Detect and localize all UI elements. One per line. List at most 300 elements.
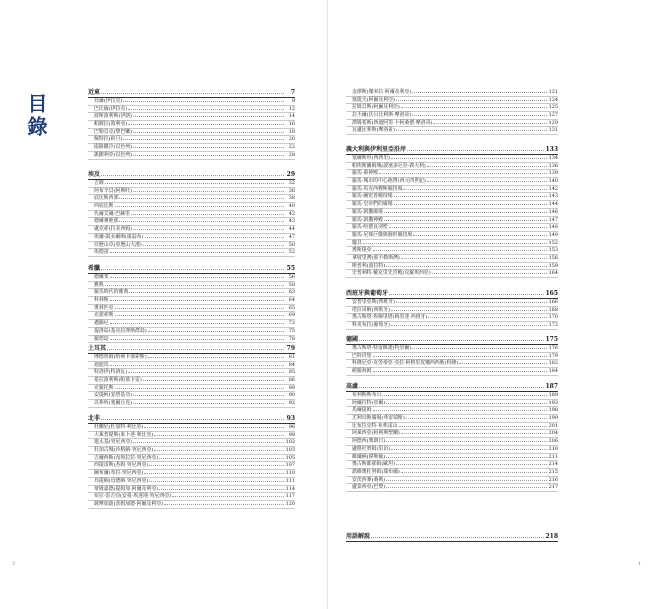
toc-entry-text: 以弗所(塞爾丘克)	[94, 400, 133, 407]
toc-entry-page: 81	[288, 354, 295, 360]
toc-entry-page: 211	[548, 453, 558, 460]
toc-entry-text: 安提阿(安塔基亞)	[94, 392, 133, 399]
section-heading-page: 7	[290, 89, 295, 96]
toc-entry-page: 38	[288, 195, 295, 202]
toc-entry	[88, 328, 295, 336]
dot-leader	[154, 435, 284, 436]
dot-leader	[149, 481, 284, 482]
toc-entry-text: 塔拉哥納(西班牙)	[352, 306, 391, 313]
dot-leader	[391, 325, 547, 326]
toc-entry-page: 156	[548, 254, 558, 261]
toc-entry-text: 安普里亞斯(西班牙)	[352, 299, 395, 305]
dot-leader	[128, 372, 284, 373]
dot-leader	[148, 357, 284, 358]
toc-entry	[346, 469, 558, 477]
toc-entry-page: 125	[548, 104, 558, 111]
toc-entry-page: 159	[548, 262, 558, 269]
dot-leader	[396, 100, 547, 101]
toc-entry	[346, 415, 558, 423]
section-heading-text: 北非	[88, 415, 101, 422]
toc-section	[346, 383, 558, 492]
toc-entry	[88, 203, 295, 211]
toc-entry-text: 吉薩	[94, 180, 104, 186]
toc-entry-text: 阿爾拉特(亞爾)	[352, 399, 386, 406]
toc-entry-text: 拉姆貝斯(阿爾及利亞)	[352, 104, 400, 111]
section-heading-text: 土耳其	[88, 345, 107, 352]
toc-entry-page: 216	[548, 476, 558, 483]
toc-entry-page: 78	[288, 335, 295, 342]
dot-leader	[133, 442, 284, 443]
dot-leader	[386, 457, 547, 458]
toc-entry	[88, 478, 295, 486]
toc-entry-text: 波斯波利斯(伊朗)	[94, 113, 133, 120]
toc-entry	[346, 270, 558, 278]
section-heading-page: 29	[286, 171, 295, 178]
toc-section	[88, 345, 295, 408]
toc-entry-page: 217	[548, 484, 558, 491]
toc-entry-page: 144	[548, 201, 558, 208]
dot-leader	[396, 464, 547, 465]
toc-entry-page: 143	[548, 193, 558, 200]
toc-entry-page: 102	[285, 439, 295, 446]
toc-entry-page: 14	[288, 113, 295, 120]
toc-entry	[88, 249, 295, 257]
toc-entry-text: 阿德西(奧朗日)	[352, 438, 386, 445]
dot-leader	[110, 365, 284, 366]
dot-leader	[363, 243, 547, 244]
dot-leader	[459, 363, 547, 364]
toc-entry	[346, 224, 558, 232]
toc-entry	[346, 299, 558, 307]
toc-entry-page: 20	[288, 136, 295, 143]
section-heading-page: 55	[286, 265, 295, 272]
toc-entry-page: 89	[288, 384, 295, 391]
toc-entry-text: 羅馬·凱撒廣場	[352, 208, 383, 215]
toc-entry-text: 蒂姆嘉德(提姆加·阿爾及利亞)	[94, 485, 159, 492]
toc-entry-text: 拉丕爾(沃呂比利斯·摩洛哥)	[352, 112, 412, 119]
toc-entry-text: 凱撒利亞(以色列)	[94, 151, 133, 158]
toc-entry-page: 105	[285, 454, 295, 461]
section-heading-page: 187	[545, 383, 558, 390]
dot-leader	[131, 214, 284, 215]
toc-entry	[346, 155, 558, 163]
toc-entry-page: 98	[288, 431, 295, 438]
toc-entry-text: 比布拉克特·布弗雷山	[352, 422, 398, 429]
toc-entry	[346, 360, 558, 368]
dot-leader	[391, 310, 547, 311]
toc-entry	[88, 369, 295, 377]
toc-entry-text: 帕薩拉(敘利亞)	[94, 121, 128, 128]
toc-entry	[88, 320, 295, 328]
toc-entry-text: 羅馬·哈德良別墅	[352, 224, 388, 231]
toc-entry-text: 巴比倫(伊拉克)	[94, 105, 128, 112]
toc-entry-text: 西底比斯	[94, 203, 114, 210]
toc-entry-text: 羅德島	[94, 335, 109, 342]
dot-leader	[133, 155, 284, 156]
toc-entry-page: 204	[548, 430, 558, 437]
toc-entry-text: 西提雷斯(杰姆·突尼西亞)	[94, 462, 149, 469]
section-heading-text: 希臘	[88, 265, 101, 272]
toc-entry-text: 杜蘭尼(杜加特·利比亞)	[94, 424, 144, 430]
dot-leader	[101, 269, 284, 270]
dot-leader	[123, 139, 284, 140]
toc-entry-text: 杜加古城(沙格納·突尼西亞)	[94, 447, 154, 454]
toc-entry-text: 薩摩加迪(茨姆加德·阿爾及利亞)	[94, 500, 163, 507]
toc-entry-page: 110	[285, 470, 295, 477]
dot-leader	[133, 191, 284, 192]
toc-entry-text: 羅馬·皇帝們的廣場	[352, 201, 393, 208]
toc-entry-text: 羅馬時代的雅典	[94, 289, 129, 296]
toc-entry-page: 52	[288, 249, 295, 256]
toc-entry	[88, 226, 295, 234]
toc-entry	[346, 127, 558, 135]
toc-entry-text: 羅馬·馬克西穆斯競技場	[352, 185, 403, 192]
dot-leader	[433, 123, 547, 124]
toc-section	[346, 89, 558, 135]
contents-title: 目錄	[24, 93, 48, 139]
dot-leader	[129, 292, 284, 293]
toc-entry-page: 9	[291, 98, 295, 104]
toc-entry-text: 佩特拉(約旦)	[94, 136, 123, 143]
toc-entry-page: 69	[288, 312, 295, 319]
toc-entry-page: 164	[548, 270, 558, 277]
toc-entry	[88, 439, 295, 447]
toc-entry	[88, 274, 295, 282]
dot-leader	[407, 150, 544, 151]
toc-entry-text: 阿布辛貝(阿斯旺)	[94, 187, 133, 194]
toc-entry-text: 阿萊西亞(阿利斯聖蘭)	[352, 430, 400, 437]
right-page-number: 1	[638, 562, 641, 567]
dot-leader	[101, 175, 284, 176]
toc-entry	[88, 501, 295, 509]
toc-entry	[88, 377, 295, 385]
toc-entry	[88, 424, 295, 432]
toc-entry-page: 50	[288, 241, 295, 248]
section-heading	[346, 383, 558, 392]
toc-entry	[88, 242, 295, 250]
toc-entry-text: 科林斯	[94, 297, 109, 304]
toc-entry	[346, 178, 558, 186]
dot-leader	[373, 410, 547, 411]
toc-entry	[346, 314, 558, 322]
toc-entry-page: 139	[548, 170, 558, 177]
toc-section	[88, 415, 295, 509]
toc-entry-page: 36	[288, 187, 295, 194]
toc-entry-page: 28	[288, 151, 295, 158]
toc-entry	[346, 170, 558, 178]
toc-entry-text: 巴特洪堡	[352, 352, 372, 359]
toc-entry	[346, 430, 558, 438]
toc-entry-page: 124	[548, 96, 558, 103]
toc-entry-text: 耶路撒冷(以色列)	[94, 144, 133, 151]
toc-entry	[346, 461, 558, 469]
toc-entry-page: 84	[288, 361, 295, 368]
toc-entry-text: 奧古斯都那姆(歐坦)	[352, 461, 395, 468]
dot-leader	[115, 315, 284, 316]
toc-entry	[346, 232, 558, 240]
toc-entry-text: 拿坡里灣(那不勒斯灣)	[352, 254, 400, 261]
dot-leader	[145, 237, 285, 238]
toc-entry	[88, 312, 295, 320]
toc-entry-text: 亞歷山卓(亞歷山大港)	[94, 241, 142, 248]
section-heading-page: 218	[545, 533, 558, 540]
toc-entry-text: 斯普利(波拉特)	[352, 262, 386, 269]
dot-leader	[379, 173, 547, 174]
toc-entry-page: 121	[548, 89, 558, 95]
toc-entry	[88, 180, 295, 188]
toc-entry-page: 32	[288, 180, 295, 186]
toc-entry-text: 迪迪馬	[94, 361, 109, 368]
toc-entry-text: 埃爾-凱美爾斯(康翁布)	[94, 233, 144, 240]
dot-leader	[384, 220, 547, 221]
dot-leader	[144, 473, 284, 474]
toc-entry	[88, 305, 295, 313]
section-heading	[346, 146, 558, 155]
toc-entry-page: 153	[548, 247, 558, 254]
toc-entry-page: 72	[288, 320, 295, 327]
toc-entry-text: 德爾麥地那	[94, 218, 119, 225]
toc-entry-text: 科英布拉(葡萄牙)	[352, 322, 391, 329]
dot-leader	[406, 418, 547, 419]
section-heading	[88, 345, 295, 354]
toc-entry-page: 86	[288, 377, 295, 384]
dot-leader	[149, 465, 284, 466]
dot-leader	[110, 339, 284, 340]
dot-leader	[144, 427, 284, 428]
dot-leader	[133, 395, 284, 396]
dot-leader	[115, 206, 284, 207]
toc-entry-page: 47	[288, 233, 295, 240]
dot-leader	[110, 252, 284, 253]
dot-leader	[143, 245, 284, 246]
dot-leader	[359, 340, 544, 341]
toc-entry	[346, 247, 558, 255]
toc-entry-page: 142	[548, 185, 558, 192]
toc-entry-text: 塞提夫(阿爾及利亞)	[352, 96, 395, 103]
toc-entry-page: 189	[548, 392, 558, 398]
toc-section	[346, 146, 558, 278]
toc-entry	[88, 211, 295, 219]
dot-leader	[428, 317, 547, 318]
dot-leader	[128, 124, 284, 125]
toc-entry-page: 136	[548, 162, 558, 169]
toc-entry-text: 烏提納(烏德納·突尼西亞)	[94, 477, 149, 484]
dot-leader	[119, 198, 284, 199]
dot-leader	[128, 109, 284, 110]
toc-entry-page: 131	[548, 127, 558, 134]
section-heading-text: 德國	[346, 336, 359, 343]
toc-entry-text: 羅馬·萬神殿	[352, 170, 379, 177]
dot-leader	[412, 115, 547, 116]
toc-entry-text: 布利斯斯布呂	[352, 392, 382, 398]
dot-leader	[386, 266, 547, 267]
right-page	[328, 0, 655, 609]
toc-entry-page: 170	[548, 314, 558, 321]
toc-entry	[346, 209, 558, 217]
toc-entry	[346, 484, 558, 492]
section-heading	[88, 89, 295, 98]
toc-entry-page: 198	[548, 407, 558, 414]
section-heading-page: 79	[286, 345, 295, 352]
toc-entry-text: 史普利特·戴克里先宮殿(克羅埃西亞)	[352, 270, 431, 277]
dot-leader	[386, 480, 547, 481]
toc-entry-text: 圖布爾(布拉·突尼西亞)	[94, 470, 144, 477]
toc-entry-text: 埃德富	[94, 249, 109, 256]
toc-entry-text: 特洛伊(特洛瓦)	[94, 369, 128, 376]
toc-entry-text: 代爾艾爾-巴赫里	[94, 210, 130, 217]
toc-entry-page: 64	[288, 297, 295, 304]
toc-entry	[346, 345, 558, 353]
toc-entry-page: 140	[548, 178, 558, 185]
toc-entry	[346, 255, 558, 263]
dot-leader	[101, 419, 284, 420]
toc-entry-page: 92	[288, 400, 295, 407]
toc-entry-page: 90	[288, 392, 295, 399]
toc-entry-page: 43	[288, 218, 295, 225]
toc-entry-text: 布拉·雷吉亞(安曼·埃達地·突尼西亞)	[94, 493, 171, 500]
dot-leader	[389, 227, 547, 228]
toc-entry-text: 金澤斯(傑米拉·阿爾及利亞)	[352, 89, 412, 95]
toc-entry-text: 奧古斯塔·埃梅里塔(梅里達·西班牙)	[352, 314, 428, 321]
toc-entry-text: 馬爾提姆	[352, 407, 372, 414]
toc-entry	[88, 447, 295, 455]
toc-entry-text: 龐貝	[352, 239, 362, 246]
dot-leader	[164, 504, 284, 505]
toc-entry-text: 科隆尼亞·克勞蒂亞·亞拉·阿格里皮娜西西斯(科隆)	[352, 360, 459, 367]
toc-entry-text: 羅馬·圖密善競技場	[352, 193, 393, 200]
toc-entry	[88, 218, 295, 226]
dot-leader	[413, 235, 547, 236]
toc-entry-text: 盧格杜努姆(里昂)	[352, 445, 391, 452]
toc-entry-text: 盧克索(拉美西姆)	[94, 226, 133, 233]
toc-entry-text: 奧古斯塔·特雷維諾(特里爾)	[352, 345, 412, 351]
toc-entry-text: 澤姆希斯(西迪阿里·卜阿桑德·摩洛哥)	[352, 119, 433, 126]
dot-leader	[110, 323, 284, 324]
toc-entry-page: 168	[548, 306, 558, 313]
dot-leader	[133, 132, 284, 133]
toc-entry	[88, 400, 295, 408]
dot-leader	[105, 183, 284, 184]
toc-entry-page: 16	[288, 121, 295, 128]
toc-entry-page: 182	[548, 360, 558, 367]
toc-entry-page: 22	[288, 144, 295, 151]
dot-leader	[101, 93, 284, 94]
dot-leader	[389, 294, 544, 295]
toc-entry-page: 40	[288, 203, 295, 210]
dot-leader	[148, 331, 284, 332]
toc-entry-page: 176	[548, 345, 558, 351]
toc-entry-page: 206	[548, 438, 558, 445]
toc-entry	[88, 152, 295, 160]
toc-entry	[346, 112, 558, 120]
toc-entry-page: 65	[288, 304, 295, 311]
toc-entry-page: 148	[548, 224, 558, 231]
toc-entry	[88, 470, 295, 478]
toc-entry-text: 烏爾(伊拉克)	[94, 98, 123, 104]
dot-leader	[105, 285, 284, 286]
section-heading-text: 埃及	[88, 171, 101, 178]
toc-entry-text: 盧泰西亞(巴黎)	[352, 484, 386, 491]
section-heading-text: 近東	[88, 89, 101, 96]
toc-entry-page: 210	[548, 445, 558, 452]
dot-leader	[143, 380, 284, 381]
toc-entry-page: 127	[548, 112, 558, 119]
toc-entry-page: 152	[548, 239, 558, 246]
toc-entry-page: 44	[288, 226, 295, 233]
dot-leader	[123, 101, 284, 102]
toc-entry	[346, 438, 558, 446]
toc-entry	[346, 407, 558, 415]
toc-section	[88, 265, 295, 343]
dot-leader	[386, 441, 547, 442]
toc-entry-text: 克諾索斯	[94, 312, 114, 319]
toc-entry	[88, 144, 295, 152]
toc-entry-page: 18	[288, 128, 295, 135]
section-heading-text: 用語解說	[346, 533, 371, 540]
toc-entry-page: 149	[548, 231, 558, 238]
toc-entry-page: 147	[548, 216, 558, 223]
toc-entry-page: 117	[285, 493, 295, 500]
toc-entry	[88, 297, 295, 305]
toc-entry-page: 172	[548, 322, 558, 329]
toc-entry-page: 166	[548, 299, 558, 305]
toc-entry-text: 安茨西麥(桑斯)	[352, 476, 386, 483]
toc-entry-page: 58	[288, 281, 295, 288]
dot-leader	[382, 395, 547, 396]
toc-entry-text: 帕埃斯圖姆城(波塞多尼亞·義大利)	[352, 162, 426, 169]
dot-leader	[154, 450, 284, 451]
toc-entry	[346, 400, 558, 408]
toc-entry-text: 邁錫尼	[94, 320, 109, 327]
toc-entry-page: 111	[285, 477, 295, 484]
dot-leader	[432, 273, 547, 274]
toc-entry-text: 博德魯姆(哈利卡那索斯)	[94, 354, 147, 360]
dot-leader	[394, 204, 547, 205]
toc-entry	[88, 188, 295, 196]
dot-leader	[172, 496, 284, 497]
toc-entry	[346, 368, 558, 376]
toc-entry-text: 羅馬·凱撒神殿	[352, 216, 383, 223]
dot-leader	[386, 403, 547, 404]
toc-entry	[346, 240, 558, 248]
dot-leader	[133, 403, 284, 404]
toc-entry	[346, 104, 558, 112]
toc-section	[346, 290, 558, 330]
section-heading-text: 西班牙與葡萄牙	[346, 290, 389, 297]
toc-entry-page: 56	[288, 274, 295, 280]
toc-entry-text: 提洛島(基克拉澤斯群島)	[94, 327, 147, 334]
toc-entry-text: 雅典	[94, 281, 104, 288]
toc-entry-page: 96	[288, 424, 295, 430]
toc-entry	[346, 392, 558, 400]
toc-entry	[346, 193, 558, 201]
toc-entry-text: 巴勒貝克(黎巴嫩)	[94, 128, 133, 135]
toc-entry	[88, 289, 295, 297]
toc-entry-page: 63	[288, 289, 295, 296]
toc-entry	[88, 113, 295, 121]
toc-entry-text: 大萊普提斯(莱卜達·利比亞)	[94, 431, 154, 438]
section-heading	[346, 336, 558, 345]
toc-entry-page: 214	[548, 461, 558, 468]
toc-entry-text: 德爾斐	[94, 274, 109, 280]
toc-entry	[88, 234, 295, 242]
dot-leader	[371, 537, 544, 538]
toc-entry-text: 絕羅海姆	[352, 368, 372, 375]
toc-entry-page: 146	[548, 208, 558, 215]
toc-entry	[88, 462, 295, 470]
dot-leader	[394, 196, 547, 197]
toc-entry	[88, 493, 295, 501]
